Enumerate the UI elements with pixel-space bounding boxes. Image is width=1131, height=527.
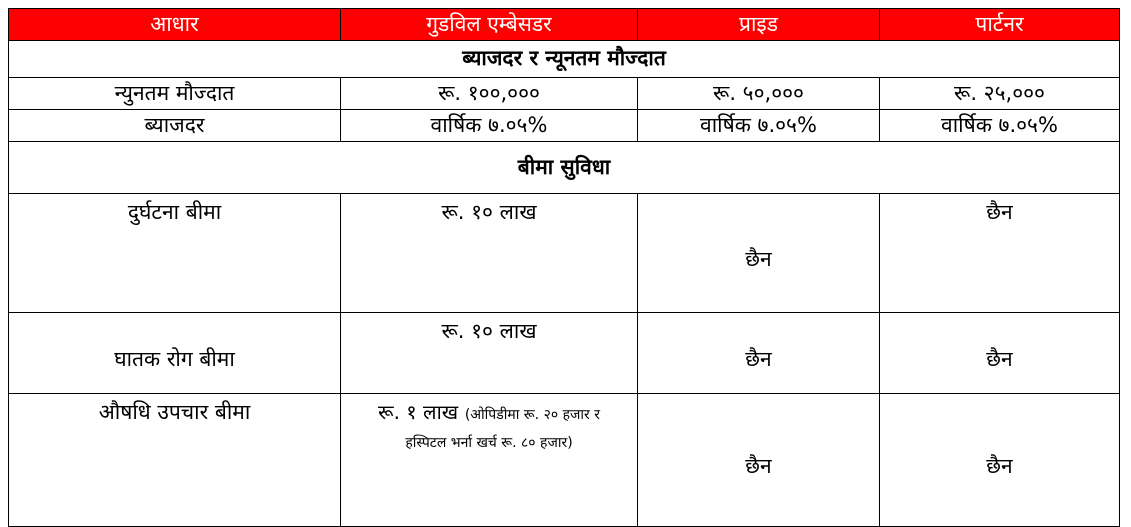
row-label-accident: दुर्घटना बीमा [9, 194, 341, 313]
header-pride: प्राइड [638, 9, 880, 41]
cell-ambassador-accident: रू. १० लाख [341, 194, 638, 313]
cell-ambassador-min-balance: रू. १००,००० [341, 78, 638, 110]
cell-pride-min-balance: रू. ५०,००० [638, 78, 880, 110]
header-basis: आधार [9, 9, 341, 41]
medical-note: (ओपिडीमा रू. २० हजार र हस्पिटल भर्ना खर्च रू. ८० हजार) [405, 407, 600, 451]
cell-pride-interest: वार्षिक ७.०५% [638, 110, 880, 142]
row-label-critical: घातक रोग बीमा [9, 313, 341, 394]
cell-partner-critical: छैन [880, 313, 1120, 394]
table-row [9, 394, 1120, 527]
row-label-medical: औषधि उपचार बीमा [9, 394, 341, 527]
comparison-table [8, 8, 1120, 527]
cell-ambassador-interest: वार्षिक ७.०५% [341, 110, 638, 142]
cell-ambassador-medical [341, 394, 638, 527]
cell-pride-accident: छैन [638, 194, 880, 313]
table-row [9, 110, 1120, 142]
medical-amount: रू. १ लाख [378, 400, 459, 424]
cell-partner-accident: छैन [880, 194, 1120, 313]
section-row-insurance [9, 142, 1120, 194]
cell-partner-medical: छैन [880, 394, 1120, 527]
header-partner: पार्टनर [880, 9, 1120, 41]
row-label-min-balance: न्युनतम मौज्दात [9, 78, 341, 110]
section-title-insurance: बीमा सुविधा [9, 142, 1120, 194]
cell-pride-medical: छैन [638, 394, 880, 527]
header-row [9, 9, 1120, 41]
cell-partner-interest: वार्षिक ७.०५% [880, 110, 1120, 142]
row-label-interest: ब्याजदर [9, 110, 341, 142]
section-row-interest [9, 41, 1120, 78]
section-title-interest: ब्याजदर र न्यूनतम मौज्दात [9, 41, 1120, 78]
header-ambassador: गुडविल एम्बेसडर [341, 9, 638, 41]
cell-partner-min-balance: रू. २५,००० [880, 78, 1120, 110]
cell-pride-critical: छैन [638, 313, 880, 394]
table-row [9, 194, 1120, 313]
cell-ambassador-critical: रू. १० लाख [341, 313, 638, 394]
table-row [9, 313, 1120, 394]
table-row [9, 78, 1120, 110]
